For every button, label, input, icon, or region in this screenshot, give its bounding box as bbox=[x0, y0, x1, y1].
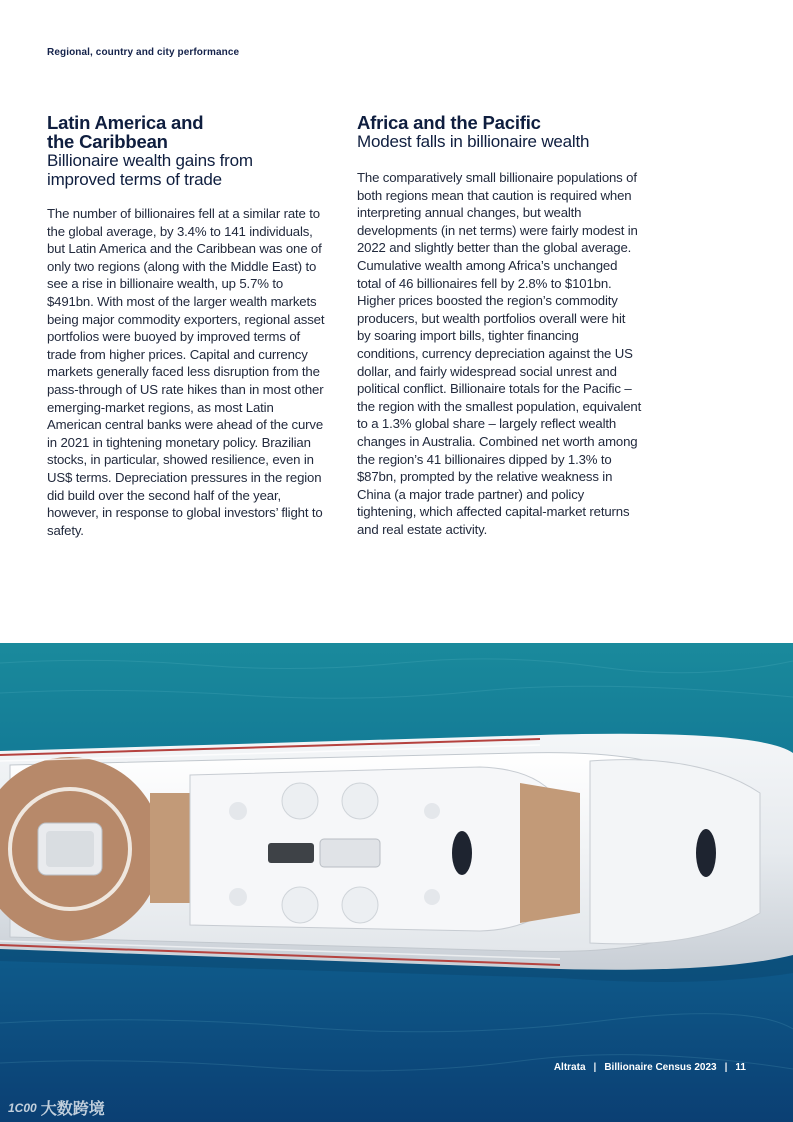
latin-america-title-line1: Latin America and bbox=[47, 112, 204, 133]
latin-america-subtitle bbox=[47, 151, 329, 189]
footer-separator: | bbox=[593, 1062, 597, 1073]
africa-pacific-column bbox=[357, 113, 642, 538]
africa-pacific-subtitle: Modest falls in billionaire wealth bbox=[357, 132, 590, 151]
footer-separator-2: | bbox=[724, 1062, 728, 1073]
section-running-head: Regional, country and city performance bbox=[47, 47, 240, 58]
latin-america-subtitle-line2: improved terms of trade bbox=[47, 170, 222, 189]
watermark-logo-icon: 1C00 bbox=[8, 1100, 37, 1115]
africa-pacific-title: Africa and the Pacific bbox=[357, 112, 541, 133]
latin-america-title-line2: the Caribbean bbox=[47, 131, 168, 152]
latin-america-body: The number of billionaires fell at a similar rate to the global average, by 3.4% to 141 individuals, but Latin America and the Caribbean was one of only two regions (along with the Middle East) to see a rise in billionaire wealth, up 5.7% to $491bn. With most of the larger wealth markets being major commodity exporters, regional asset portfolios were buoyed by improved terms of trade from higher prices. Capital and currency markets generally faced less disruption from the pass-through of US rate hikes than in most other emerging-market regions, as most Latin American central banks were ahead of the curve in 2021 in tightening monetary policy. Brazilian stocks, in particular, showed resilience, even in US$ terms. Depreciation pressures in the region did build over the second half of the year, however, in response to global investors’ flight to safety. bbox=[47, 206, 325, 538]
yacht-aerial-photo bbox=[0, 643, 793, 1122]
watermark bbox=[8, 1096, 105, 1119]
watermark-text: 大数跨境 bbox=[40, 1101, 105, 1118]
latin-america-subtitle-line1: Billionaire wealth gains from bbox=[47, 151, 253, 170]
page-number: 11 bbox=[735, 1062, 746, 1073]
latin-america-column bbox=[47, 113, 329, 539]
africa-pacific-body: The comparatively small billionaire populations of both regions mean that caution is required when interpreting annual changes, but wealth developments (in net terms) were fairly modest in 2022 and slightly better than the global average. Cumulative wealth among Africa’s unchanged total of 46 billionaires fell by 2.8% to $101bn. Higher prices boosted the region’s commodity producers, but wealth portfolios overall were hit by soaring import bills, tighter financing conditions, currency depreciation against the US dollar, and fairly widespread social unrest and political conflict. Billionaire totals for the Pacific – the region with the smallest population, equivalent to a 1.3% global share – largely reflect wealth changes in Australia. Combined net worth among the region’s 41 billionaires dipped by 1.3% to $87bn, prompted by the relative weakness in China (a major trade partner) and policy tightening, which affected capital-market returns and real estate activity. bbox=[357, 170, 642, 537]
page-footer bbox=[554, 1062, 746, 1073]
latin-america-title bbox=[47, 113, 329, 151]
footer-brand: Altrata bbox=[553, 1062, 586, 1073]
footer-publication: Billionaire Census 2023 bbox=[604, 1062, 717, 1073]
